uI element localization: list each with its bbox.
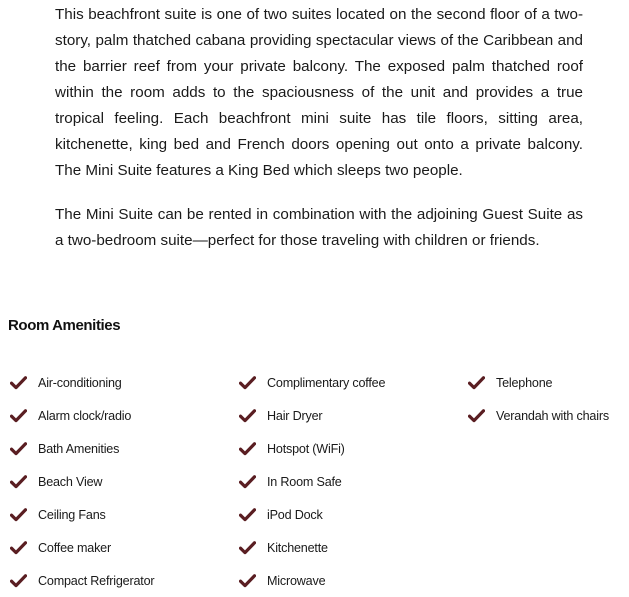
check-icon bbox=[468, 409, 485, 423]
amenity-item bbox=[239, 366, 469, 399]
amenities-column bbox=[10, 366, 240, 597]
amenity-item bbox=[10, 531, 240, 564]
description-paragraph: The Mini Suite can be rented in combination with the adjoining Guest Suite as a two-bedroom suite—perfect for those traveling with children or friends. bbox=[55, 206, 583, 249]
amenity-label: Bath Amenities bbox=[38, 441, 120, 456]
check-icon bbox=[239, 442, 256, 456]
check-icon bbox=[10, 508, 27, 522]
amenity-label: Kitchenette bbox=[267, 540, 328, 555]
amenities-column bbox=[468, 366, 629, 432]
check-icon bbox=[239, 376, 256, 390]
room-description bbox=[55, 2, 583, 254]
amenity-item bbox=[239, 531, 469, 564]
amenity-label: Coffee maker bbox=[38, 540, 111, 555]
amenity-item bbox=[468, 366, 629, 399]
amenity-item bbox=[10, 564, 240, 597]
amenity-item bbox=[239, 399, 469, 432]
check-icon bbox=[239, 409, 256, 423]
amenity-item bbox=[10, 366, 240, 399]
amenity-item bbox=[10, 498, 240, 531]
check-icon bbox=[10, 442, 27, 456]
amenity-label: Hair Dryer bbox=[267, 408, 323, 423]
check-icon bbox=[10, 475, 27, 489]
amenity-label: Telephone bbox=[496, 375, 553, 390]
amenity-item bbox=[239, 564, 469, 597]
check-icon bbox=[10, 409, 27, 423]
amenity-label: In Room Safe bbox=[267, 474, 342, 489]
amenity-item bbox=[239, 498, 469, 531]
amenity-label: Alarm clock/radio bbox=[38, 408, 132, 423]
amenity-item bbox=[10, 465, 240, 498]
amenity-item bbox=[468, 399, 629, 432]
check-icon bbox=[239, 475, 256, 489]
amenities-heading: Room Amenities bbox=[8, 317, 121, 334]
amenity-item bbox=[239, 465, 469, 498]
check-icon bbox=[10, 541, 27, 555]
amenity-label: Compact Refrigerator bbox=[38, 573, 155, 588]
amenity-label: Verandah with chairs bbox=[496, 408, 609, 423]
amenity-label: Ceiling Fans bbox=[38, 507, 106, 522]
check-icon bbox=[10, 376, 27, 390]
check-icon bbox=[239, 574, 256, 588]
description-paragraph: This beachfront suite is one of two suites located on the second floor of a two-story, palm thatched cabana providing spectacular views of the Caribbean and the barrier reef from your private balcony. The exposed palm thatched roof within the room adds to the spaciousness of the unit and provides a true tropical feeling. Each beachfront mini suite has tile floors, sitting area, kitchenette, king bed and French doors opening out onto a private balcony. The Mini Suite features a King Bed which sleeps two people. bbox=[55, 6, 583, 179]
amenity-label: Air-conditioning bbox=[38, 375, 122, 390]
amenity-item bbox=[239, 432, 469, 465]
amenity-label: Beach View bbox=[38, 474, 103, 489]
amenity-item bbox=[10, 399, 240, 432]
amenities-column bbox=[239, 366, 469, 597]
check-icon bbox=[10, 574, 27, 588]
amenity-label: Hotspot (WiFi) bbox=[267, 441, 345, 456]
check-icon bbox=[239, 508, 256, 522]
amenity-label: Microwave bbox=[267, 573, 326, 588]
amenity-label: Complimentary coffee bbox=[267, 375, 386, 390]
amenity-label: iPod Dock bbox=[267, 507, 323, 522]
check-icon bbox=[239, 541, 256, 555]
check-icon bbox=[468, 376, 485, 390]
amenities-list bbox=[0, 366, 629, 595]
amenity-item bbox=[10, 432, 240, 465]
